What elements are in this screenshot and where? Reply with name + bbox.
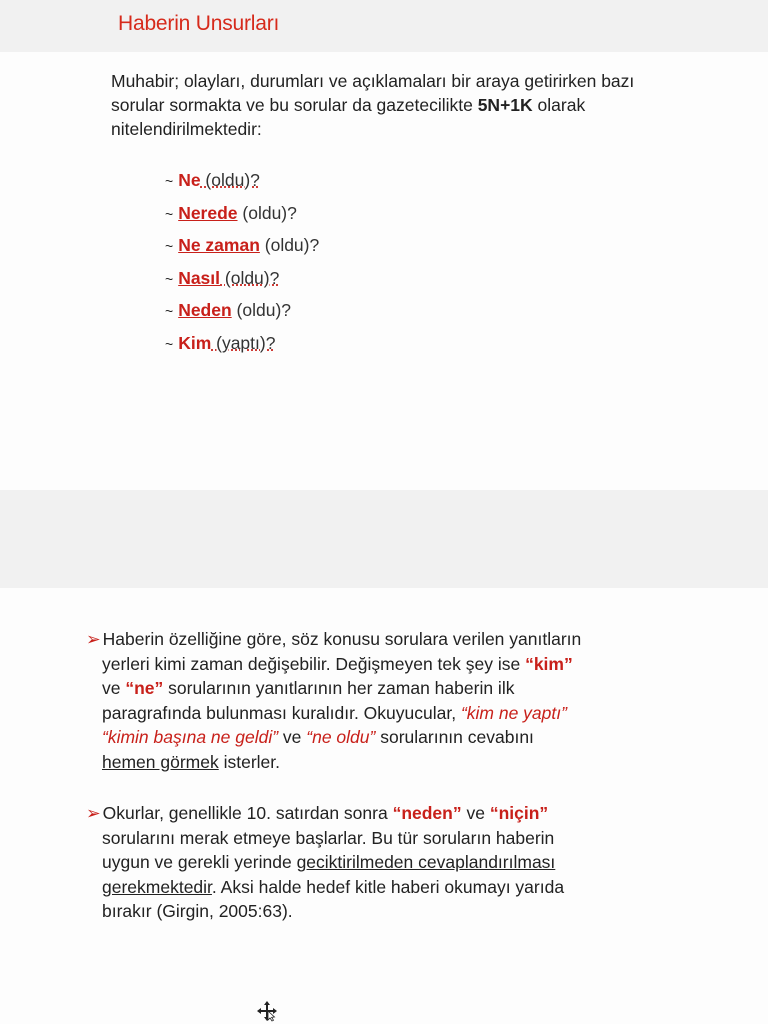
list-item	[165, 230, 319, 263]
list-item	[165, 295, 319, 328]
question-rest: (oldu)?	[231, 300, 292, 320]
list-item	[165, 328, 319, 361]
list-item	[165, 165, 319, 198]
text: bırakır (Girgin, 2005:63).	[102, 901, 293, 921]
arrow-bullet-icon: ➢	[86, 629, 101, 649]
tilde-bullet: ~	[165, 335, 174, 352]
text: sorularını merak etmeye başlarlar. Bu tür soruların haberin	[102, 827, 555, 848]
underlined-text: geciktirilmeden cevaplandırılması	[296, 852, 556, 872]
question-rest: (oldu)?	[237, 202, 297, 223]
question-word: Ne	[178, 170, 201, 190]
slide-title: Haberin Unsurları	[118, 12, 280, 35]
text: yerleri kimi zaman değişebilir. Değişmeyen tek şey ise	[102, 653, 526, 674]
emphasis-quote: “kim ne yaptı”	[460, 702, 567, 723]
paragraph-line	[86, 652, 686, 677]
underlined-text: hemen görmek	[102, 751, 219, 772]
paragraph-line	[86, 701, 686, 726]
paragraph-1	[86, 627, 686, 774]
quote-mark: “	[489, 803, 499, 823]
question-word: Nasıl	[178, 267, 221, 288]
tilde-bullet: ~	[165, 270, 174, 287]
question-word: Neden	[178, 300, 232, 320]
text: ve	[102, 678, 126, 698]
underlined-text: gerekmektedir	[102, 876, 212, 897]
text: sorularının yanıtlarının her zaman haberin ilk	[163, 678, 515, 698]
question-word: Kim	[178, 332, 212, 353]
paragraph-line	[86, 850, 686, 875]
arrow-bullet-icon: ➢	[86, 803, 101, 823]
question-rest: (yaptı)?	[211, 332, 276, 353]
emphasis-quote: “ne oldu”	[306, 727, 376, 747]
question-word: Nerede	[178, 202, 238, 223]
question-rest: (oldu)?	[259, 235, 320, 255]
question-word: Ne zaman	[178, 235, 260, 255]
quote-mark: ”	[154, 678, 164, 698]
intro-text: Muhabir; olayları, durumları ve açıklamaları bir araya getirirken bazı sorular sormakta ve bu sorular da gazetecilikte	[111, 71, 635, 115]
text: uygun ve gerekli yerinde	[102, 852, 297, 872]
tilde-bullet: ~	[165, 205, 174, 222]
list-item	[165, 263, 319, 296]
paragraph-line	[86, 801, 686, 826]
quote-mark: ”	[539, 803, 549, 823]
move-cursor-icon	[256, 1000, 278, 1022]
question-rest: (oldu)?	[200, 170, 260, 190]
tilde-bullet: ~	[165, 238, 174, 254]
emphasis-nicin: niçin	[498, 803, 540, 823]
paragraph-line	[86, 627, 686, 652]
emphasis-neden: neden	[401, 803, 453, 823]
paragraph-line	[86, 750, 686, 775]
text: ve	[278, 727, 307, 747]
emphasis-kim: kim	[533, 653, 564, 674]
paragraph-2	[86, 801, 686, 924]
quote-mark: “	[392, 803, 402, 823]
intro-paragraph	[111, 69, 671, 141]
quote-mark: “	[525, 653, 534, 674]
paragraph-line	[86, 875, 686, 900]
paragraph-line	[86, 676, 686, 701]
list-item	[165, 198, 319, 231]
paragraph-line	[86, 725, 686, 750]
question-list	[165, 165, 319, 360]
text: Okurlar, genellikle 10. satırdan sonra	[102, 803, 393, 823]
paragraph-line	[86, 826, 686, 851]
emphasis-quote: “kimin başına ne geldi”	[102, 727, 279, 747]
quote-mark: “	[125, 678, 135, 698]
text: ve	[461, 803, 490, 823]
text: paragrafında bulunması kuralıdır. Okuyucular,	[102, 702, 461, 723]
intro-5n1k: 5N+1K	[477, 95, 533, 115]
quote-mark: ”	[563, 653, 573, 674]
text: isterler.	[218, 751, 281, 772]
intro-text-end: olarak nitelendirilmektedir:	[111, 95, 586, 139]
text: Haberin özelliğine göre, söz konusu sorulara verilen yanıtların	[102, 629, 582, 649]
tilde-bullet: ~	[165, 303, 174, 319]
text: sorularının cevabını	[375, 727, 534, 747]
question-rest: (oldu)?	[220, 267, 280, 288]
text: . Aksi halde hedef kitle haberi okumayı yarıda	[211, 876, 565, 897]
paragraph-line	[86, 899, 686, 924]
emphasis-ne: ne	[134, 678, 155, 698]
quote-mark: ”	[452, 803, 462, 823]
tilde-bullet: ~	[165, 173, 174, 189]
